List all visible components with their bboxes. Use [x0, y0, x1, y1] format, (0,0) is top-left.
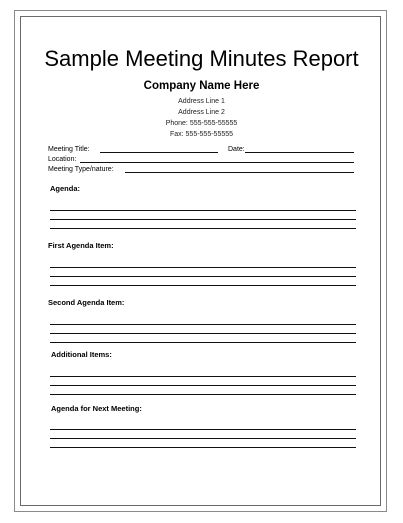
second-item-line[interactable]	[50, 342, 356, 343]
first-item-line[interactable]	[50, 267, 356, 268]
next-meeting-line[interactable]	[50, 438, 356, 439]
address-line-1: Address Line 1	[178, 98, 225, 105]
location-label: Location:	[48, 156, 77, 163]
meeting-type-blank[interactable]	[125, 172, 354, 173]
phone-line: Phone: 555-555-55555	[165, 120, 238, 127]
additional-item-line[interactable]	[50, 385, 356, 386]
additional-items-label: Additional Items:	[51, 350, 112, 359]
first-item-line[interactable]	[50, 276, 356, 277]
first-item-line[interactable]	[50, 285, 356, 286]
first-agenda-item-label: First Agenda Item:	[48, 241, 114, 250]
second-item-line[interactable]	[50, 333, 356, 334]
meeting-type-label: Meeting Type/nature:	[48, 166, 114, 173]
location-blank[interactable]	[80, 162, 354, 163]
company-name: Company Name Here	[143, 80, 260, 92]
date-label: Date:	[228, 146, 245, 153]
document-title: Sample Meeting Minutes Report	[44, 46, 359, 71]
date-blank[interactable]	[245, 152, 354, 153]
agenda-line[interactable]	[50, 210, 356, 211]
address-line-2: Address Line 2	[178, 109, 225, 116]
next-meeting-agenda-label: Agenda for Next Meeting:	[51, 404, 142, 413]
agenda-line[interactable]	[50, 228, 356, 229]
meeting-title-blank[interactable]	[100, 152, 218, 153]
additional-item-line[interactable]	[50, 376, 356, 377]
second-agenda-item-label: Second Agenda Item:	[48, 298, 125, 307]
agenda-label: Agenda:	[50, 184, 80, 193]
meeting-title-label: Meeting Title:	[48, 146, 90, 153]
additional-item-line[interactable]	[50, 394, 356, 395]
next-meeting-line[interactable]	[50, 429, 356, 430]
agenda-line[interactable]	[50, 219, 356, 220]
next-meeting-line[interactable]	[50, 447, 356, 448]
second-item-line[interactable]	[50, 324, 356, 325]
fax-line: Fax: 555-555-55555	[169, 131, 234, 138]
